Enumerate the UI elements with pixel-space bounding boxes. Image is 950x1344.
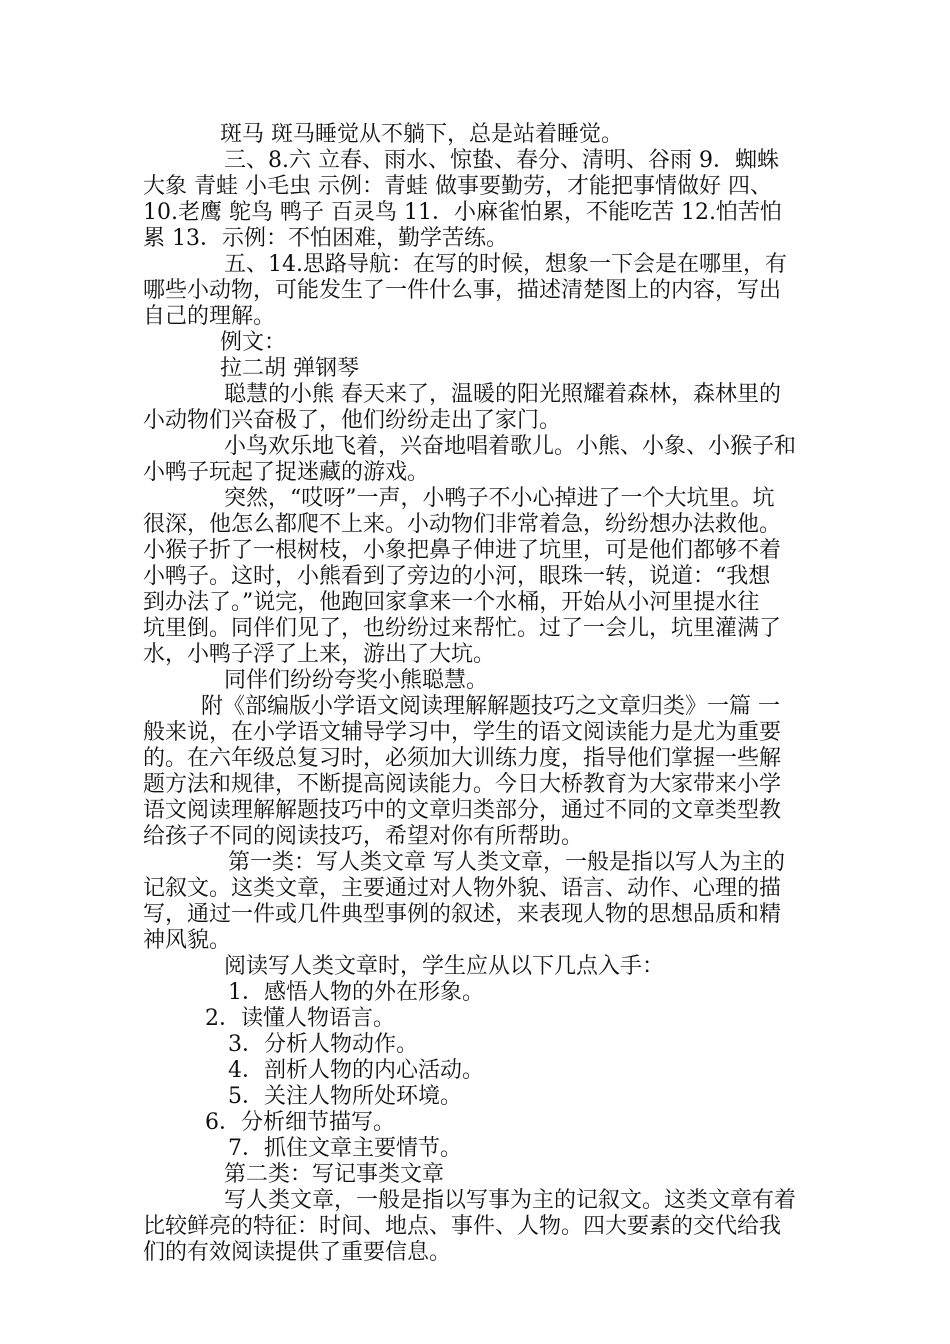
- text-line: 记叙文。这类文章，主要通过对人物外貌、语言、动作、心理的描: [143, 876, 782, 901]
- text-line: 神风貌。: [143, 928, 232, 953]
- text-line: 自己的理解。: [143, 304, 276, 329]
- list-item: 6．分析细节描写。: [205, 1110, 395, 1135]
- text-line: 三、8.六 立春、雨水、惊蛰、春分、清明、谷雨 9．蜘蛛: [224, 148, 779, 173]
- text-line: 累 13．示例：不怕困难，勤学苦练。: [143, 226, 508, 251]
- text-line: 拉二胡 弹钢琴: [220, 356, 359, 381]
- list-item: 1．感悟人物的外在形象。: [228, 980, 484, 1005]
- text-line: 小鸭子。这时，小熊看到了旁边的小河，眼珠一转，说道：“我想: [143, 564, 771, 589]
- text-line: 斑马 斑马睡觉从不躺下，总是站着睡觉。: [220, 122, 623, 147]
- section-heading: 第二类：写记事类文章: [224, 1162, 445, 1187]
- text-line: 语文阅读理解解题技巧中的文章归类部分，通过不同的文章类型教: [143, 798, 782, 823]
- text-line: 给孩子不同的阅读技巧，希望对你有所帮助。: [143, 824, 584, 849]
- text-line: 例文：: [220, 330, 287, 355]
- text-line: 比较鲜亮的特征：时间、地点、事件、人物。四大要素的交代给我: [143, 1214, 782, 1239]
- text-line: 坑里倒。同伴们见了，也纷纷过来帮忙。过了一会儿，坑里灌满了: [143, 616, 782, 641]
- text-line: 水，小鸭子浮了上来，游出了大坑。: [143, 642, 496, 667]
- text-line: 小鸟欢乐地飞着，兴奋地唱着歌儿。小熊、小象、小猴子和: [224, 434, 797, 459]
- list-item: 3．分析人物动作。: [228, 1032, 418, 1057]
- text-line: 聪慧的小熊 春天来了，温暖的阳光照耀着森林，森林里的: [224, 382, 781, 407]
- text-line: 大象 青蛙 小毛虫 示例：青蛙 做事要勤劳，才能把事情做好 四、: [143, 174, 772, 199]
- text-line: 般来说，在小学语文辅导学习中，学生的语文阅读能力是尤为重要: [143, 720, 782, 745]
- text-line: 突然，“哎呀”一声，小鸭子不小心掉进了一个大坑里。坑: [224, 486, 775, 511]
- text-line: 小猴子折了一根树枝，小象把鼻子伸进了坑里，可是他们都够不着: [143, 538, 782, 563]
- text-line: 写，通过一件或几件典型事例的叙述，来表现人物的思想品质和精: [143, 902, 782, 927]
- text-line: 第一类：写人类文章 写人类文章，一般是指以写人为主的: [228, 850, 785, 875]
- text-line: 很深，他怎么都爬不上来。小动物们非常着急，纷纷想办法救他。: [143, 512, 782, 537]
- text-line: 五、14.思路导航：在写的时候，想象一下会是在哪里，有: [224, 252, 787, 277]
- list-item: 4．剖析人物的内心活动。: [228, 1058, 484, 1083]
- text-line: 附《部编版小学语文阅读理解解题技巧之文章归类》一篇 一: [201, 694, 780, 719]
- text-line: 10.老鹰 鸵鸟 鸭子 百灵鸟 11．小麻雀怕累，不能吃苦 12.怕苦怕: [143, 200, 782, 225]
- text-line: 写人类文章，一般是指以写事为主的记叙文。这类文章有着: [224, 1188, 797, 1213]
- text-line: 小动物们兴奋极了，他们纷纷走出了家门。: [143, 408, 562, 433]
- text-line: 的。在六年级总复习时，必须加大训练力度，指导他们掌握一些解: [143, 746, 782, 771]
- text-line: 小鸭子玩起了捉迷藏的游戏。: [143, 460, 430, 485]
- text-line: 们的有效阅读提供了重要信息。: [143, 1240, 452, 1265]
- list-item: 7．抓住文章主要情节。: [228, 1136, 462, 1161]
- text-line: 题方法和规律，不断提高阅读能力。今日大桥教育为大家带来小学: [143, 772, 782, 797]
- list-item: 5．关注人物所处环境。: [228, 1084, 462, 1109]
- text-line: 阅读写人类文章时，学生应从以下几点入手：: [224, 954, 665, 979]
- text-line: 哪些小动物，可能发生了一件什么事，描述清楚图上的内容，写出: [143, 278, 782, 303]
- text-line: 同伴们纷纷夸奖小熊聪慧。: [224, 668, 489, 693]
- text-line: 到办法了。”说完，他跑回家拿来一个水桶，开始从小河里提水往: [143, 590, 760, 615]
- list-item: 2．读懂人物语言。: [205, 1006, 395, 1031]
